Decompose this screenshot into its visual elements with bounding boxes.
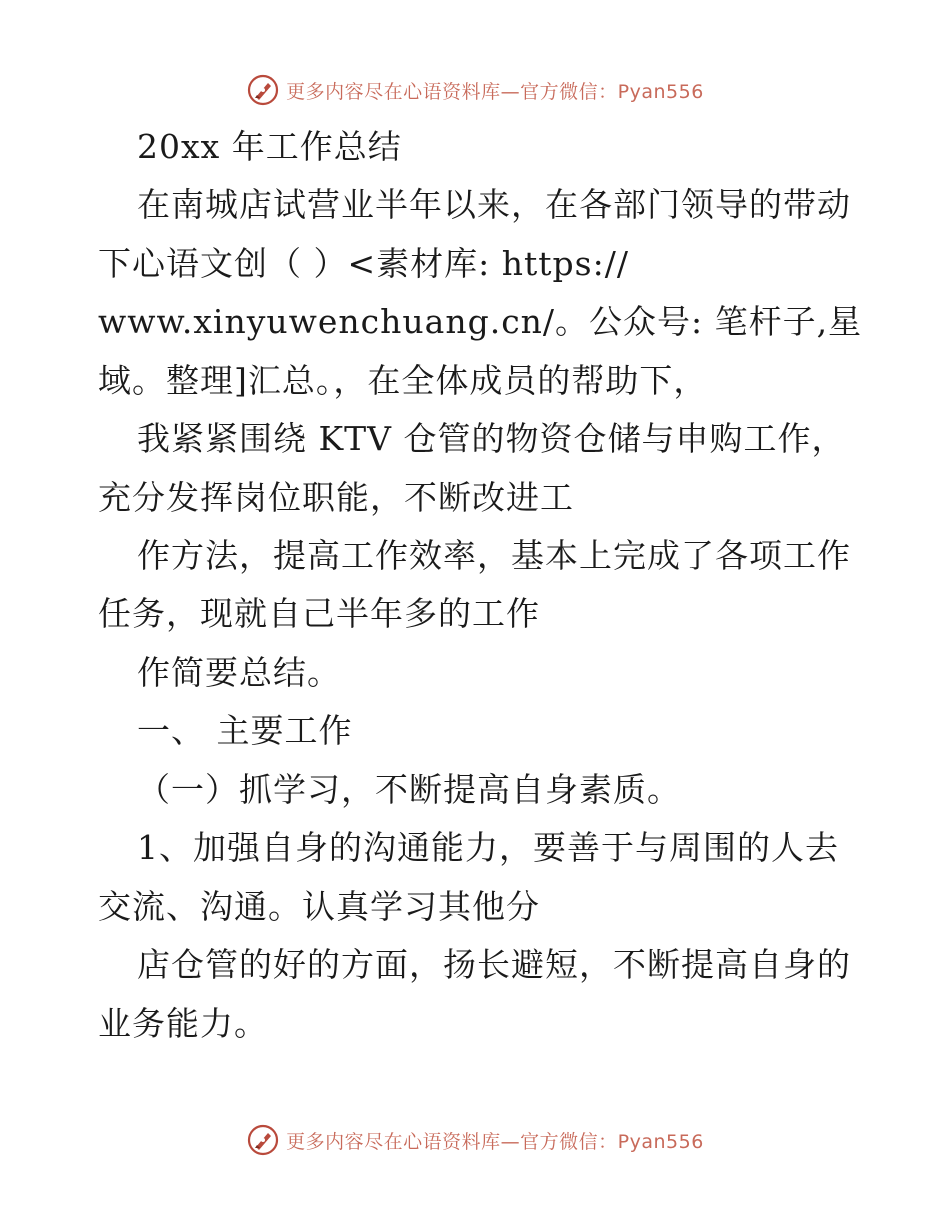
- footer-banner-text: 更多内容尽在心语资料库—官方微信：Pyan556: [286, 1130, 704, 1153]
- pen-logo-icon: [246, 73, 280, 107]
- paragraph-line: 店仓管的好的方面，扬长避短，不断提高自身的: [137, 945, 851, 984]
- subsection-heading: （一）抓学习，不断提高自身素质。: [137, 770, 681, 809]
- paragraph-line: www.xinyuwenchuang.cn/。公众号: 笔杆子,星: [98, 302, 863, 341]
- paragraph-line: 在南城店试营业半年以来，在各部门领导的带动: [137, 185, 851, 224]
- paragraph-line: 我紧紧围绕 KTV 仓管的物资仓储与申购工作，: [137, 419, 846, 458]
- paragraph-line: 任务，现就自己半年多的工作: [98, 594, 540, 633]
- header-banner-content: [246, 73, 704, 107]
- document-title: 20xx 年工作总结: [137, 127, 402, 166]
- section-heading: 一、 主要工作: [137, 711, 353, 750]
- paragraph-line: 下心语文创（ ）<素材库: https://: [98, 244, 629, 283]
- paragraph-line: 1、加强自身的沟通能力，要善于与周围的人去: [137, 828, 839, 867]
- header-banner: [0, 70, 950, 110]
- paragraph-line: 作方法，提高工作效率，基本上完成了各项工作: [137, 536, 851, 575]
- pen-logo-icon: [246, 1123, 280, 1157]
- paragraph-line: 充分发挥岗位职能，不断改进工: [98, 478, 574, 517]
- paragraph-line: 作简要总结。: [137, 653, 341, 692]
- footer-banner-content: [246, 1123, 704, 1157]
- header-banner-text: 更多内容尽在心语资料库—官方微信：Pyan556: [286, 80, 704, 103]
- footer-banner: [0, 1120, 950, 1160]
- paragraph-line: 域。整理]汇总。，在全体成员的帮助下，: [98, 361, 708, 400]
- paragraph-line: 业务能力。: [98, 1004, 268, 1043]
- paragraph-line: 交流、沟通。认真学习其他分: [98, 887, 540, 926]
